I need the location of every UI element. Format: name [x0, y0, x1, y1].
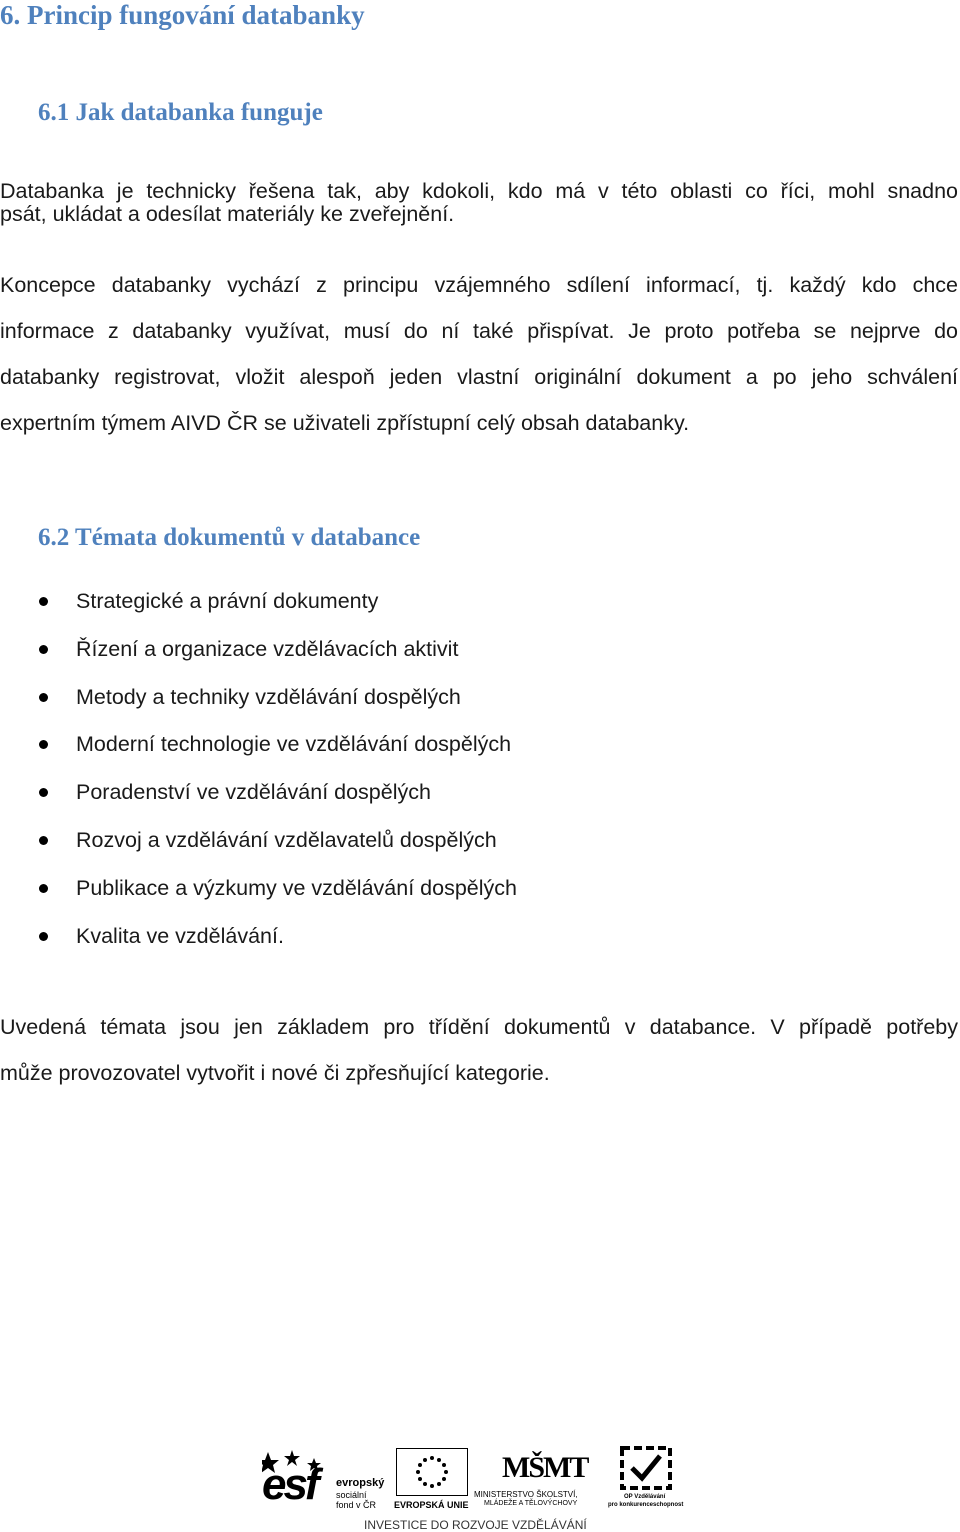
paragraph-line: Koncepce databanky vychází z principu vzájemného sdílení informací, tj. každý kdo chce [0, 273, 958, 297]
msmt-logo [474, 1446, 594, 1510]
esf-text-2: sociální [336, 1490, 367, 1500]
section-heading-6-1: 6.1 Jak databanka funguje [38, 99, 323, 126]
bullet-icon [39, 645, 48, 654]
list-item [0, 769, 517, 817]
bullet-icon [39, 932, 48, 941]
paragraph-line: expertním týmem AIVD ČR se uživateli zpřístupní celý obsah databanky. [0, 411, 690, 435]
eu-text: EVROPSKÁ UNIE [394, 1500, 469, 1510]
list-item [0, 578, 517, 626]
op-vk-text-1: OP Vzdělávání [624, 1494, 666, 1500]
op-vk-text-2: pro konkurenceschopnost [608, 1502, 684, 1508]
eu-flag-icon [396, 1448, 468, 1496]
list-item-label: Řízení a organizace vzdělávacích aktivit [76, 636, 459, 661]
paragraph-line: databanky registrovat, vložit alespoň jeden vlastní originální dokument a po jeho schválení [0, 365, 958, 389]
esf-text-3: fond v ČR [336, 1500, 377, 1510]
paragraph-line: může provozovatel vytvořit i nové či zpřesňující kategorie. [0, 1061, 550, 1085]
esf-text-1: evropský [336, 1477, 385, 1489]
list-item [0, 721, 517, 769]
list-item [0, 674, 517, 722]
esf-mark: esf [262, 1460, 317, 1509]
list-item [0, 817, 517, 865]
bullet-icon [39, 740, 48, 749]
footer-tagline: INVESTICE DO ROZVOJE VZDĚLÁVÁNÍ [364, 1518, 587, 1532]
eu-logo [394, 1448, 470, 1510]
msmt-text-2: MLÁDEŽE A TĚLOVÝCHOVY [484, 1500, 578, 1507]
bullet-icon [39, 597, 48, 606]
list-item-label: Rozvoj a vzdělávání vzdělavatelů dospělých [76, 827, 497, 852]
paragraph-line: Uvedená témata jsou jen základem pro třídění dokumentů v databance. V případě potřeby [0, 1015, 958, 1039]
msmt-text-1: MINISTERSTVO ŠKOLSTVÍ, [474, 1490, 578, 1499]
chapter-heading: 6. Princip fungování databanky [0, 0, 365, 30]
paragraph-line: informace z databanky využívat, musí do ní také přispívat. Je proto potřeba se nejprve do [0, 319, 958, 343]
list-item [0, 626, 517, 674]
bullet-icon [39, 884, 48, 893]
list-item-label: Kvalita ve vzdělávání. [76, 923, 284, 948]
topics-list [0, 578, 517, 960]
op-vk-icon [620, 1446, 672, 1490]
paragraph-concept [0, 262, 958, 446]
msmt-mark: MŠMT [502, 1451, 588, 1484]
funding-logos-footer [262, 1446, 692, 1532]
bullet-icon [39, 693, 48, 702]
list-item-label: Moderní technologie ve vzdělávání dospělých [76, 732, 512, 757]
paragraph-line: psát, ukládat a odesílat materiály ke zveřejnění. [0, 202, 455, 226]
paragraph-line: Databanka je technicky řešena tak, aby kdokoli, kdo má v této oblasti co říci, mohl snadno [0, 179, 958, 203]
list-item [0, 913, 517, 961]
list-item-label: Publikace a výzkumy ve vzdělávání dospělých [76, 875, 517, 900]
op-vk-logo [602, 1446, 692, 1510]
paragraph-closing [0, 1004, 958, 1096]
section-heading-6-2: 6.2 Témata dokumentů v databance [38, 524, 421, 551]
esf-logo [262, 1448, 388, 1510]
bullet-icon [39, 836, 48, 845]
list-item-label: Metody a techniky vzdělávání dospělých [76, 684, 461, 709]
list-item [0, 865, 517, 913]
list-item-label: Poradenství ve vzdělávání dospělých [76, 780, 431, 805]
bullet-icon [39, 788, 48, 797]
list-item-label: Strategické a právní dokumenty [76, 589, 379, 613]
paragraph-intro [0, 168, 958, 237]
